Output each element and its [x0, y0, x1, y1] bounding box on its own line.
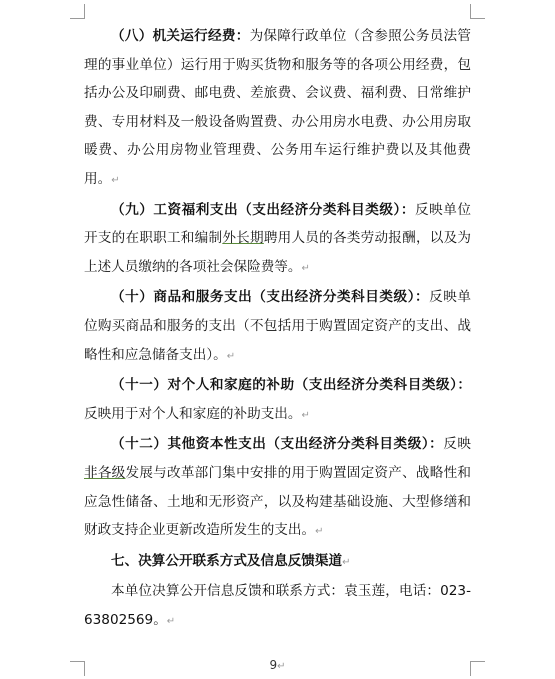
paragraph-mark-icon: ↵ [315, 526, 324, 538]
margin-corner-top-right [470, 4, 485, 19]
paragraph-heading: （八）机关运行经费： [111, 28, 250, 44]
paragraph-text: 本单位决算公开信息反馈和联系方式：袁玉莲，电话：023-63802569。 [84, 583, 471, 628]
page-number [0, 658, 555, 672]
paragraph-text: 为保障行政单位（含参照公务员法管理的事业单位）运行用于购买货物和服务等的各项公用经费，包括办公及印刷费、邮电费、差旅费、会议费、福利费、日常维护费、专用材料及一般设备购置费、办公用房水电费、办公用房取暖费、办公用房物业管理费、公务用车运行维护费以及其他费用。 [84, 28, 471, 187]
paragraph-operating-expenses [84, 22, 471, 196]
paragraph-text: 聘用人员的各类劳动报酬，以及为上述人员缴纳的各项社会保险费等。 [84, 230, 472, 275]
paragraph-heading: （十一）对个人和家庭的补助（支出经济分类科目类级）： [111, 377, 471, 394]
paragraph-household-subsidy [84, 371, 471, 430]
section-heading-contact [84, 547, 471, 578]
paragraph-mark-icon: ↵ [342, 556, 351, 568]
paragraph-other-capital [84, 430, 471, 546]
paragraph-text: 反映 [443, 436, 472, 453]
paragraph-mark-icon: ↵ [166, 615, 176, 627]
spellcheck-underlined-text: 外长期 [222, 230, 264, 247]
paragraph-mark-icon: ↵ [226, 350, 236, 362]
section-heading: 七、决算公开联系方式及信息反馈渠道 [111, 552, 343, 569]
document-body[interactable] [84, 22, 471, 636]
paragraph-text: 发展与改革部门集中安排的用于购置固定资产、战略性和应急性储备、土地和无形资产，以及构建基础设施、大型修缮和财政支持企业更新改造所发生的支出。 [84, 464, 472, 539]
paragraph-mark-icon: ↵ [301, 262, 310, 274]
paragraph-wage-welfare [84, 196, 471, 284]
paragraph-heading: （十）商品和服务支出（支出经济分类科目类级）： [111, 289, 430, 306]
spellcheck-underlined-text: 非各级 [84, 464, 126, 481]
margin-corner-top-left [70, 4, 85, 19]
paragraph-mark-icon: ↵ [301, 409, 310, 421]
paragraph-contact-info [84, 577, 471, 636]
paragraph-mark-icon: ↵ [277, 661, 286, 672]
paragraph-text: 反映单位购买商品和服务的支出（不包括用于购置固定资产的支出、战略性和应急储备支出）。 [84, 289, 472, 363]
paragraph-heading: （九）工资福利支出（支出经济分类科目类级）： [111, 201, 416, 218]
paragraph-text: 反映单位开支的在职职工和编制 [84, 201, 472, 247]
paragraph-goods-services [84, 283, 471, 371]
paragraph-text: 反映用于对个人和家庭的补助支出。 [84, 405, 302, 422]
paragraph-heading: （十二）其他资本性支出（支出经济分类科目类级）： [111, 436, 444, 453]
paragraph-mark-icon: ↵ [111, 174, 120, 186]
page-number-value: 9 [269, 658, 278, 672]
